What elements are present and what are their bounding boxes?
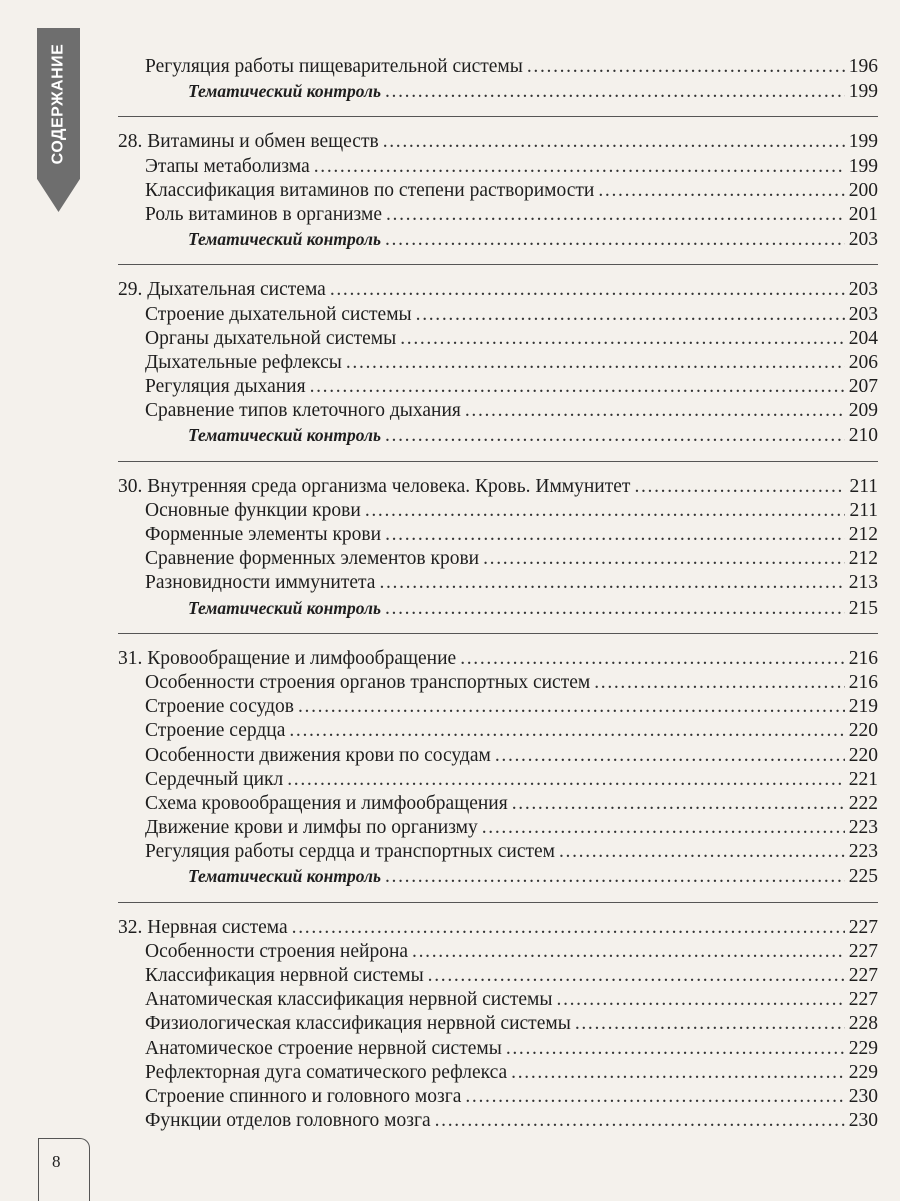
dot-leader: [465, 399, 845, 423]
toc-topic-entry: [118, 719, 878, 743]
page-number: 8: [52, 1152, 61, 1171]
toc-topic-entry: [118, 671, 878, 695]
toc-section: [118, 902, 878, 1147]
toc-entry-title: 30. Внутренняя среда организма человека. Кровь. Иммунитет: [118, 475, 631, 497]
toc-topic-entry: [118, 940, 878, 964]
toc-chapter-entry: [118, 647, 878, 671]
toc-entry-page: 227: [848, 916, 878, 938]
toc-entry-page: 200: [848, 179, 878, 201]
toc-entry-title: Тематический контроль: [188, 425, 381, 446]
toc-entry-title: Движение крови и лимфы по организму: [145, 817, 478, 839]
toc-topic-entry: [118, 1085, 878, 1109]
toc-topic-entry: [118, 988, 878, 1012]
toc-entry-page: 204: [848, 327, 878, 349]
toc-entry-title: Тематический контроль: [188, 597, 381, 618]
dot-leader: [310, 375, 845, 399]
dot-leader: [385, 597, 845, 621]
dot-leader: [346, 351, 845, 375]
toc-topic-entry: [118, 1012, 878, 1036]
toc-entry-title: Разновидности иммунитета: [145, 572, 376, 594]
dot-leader: [506, 1037, 845, 1061]
toc-entry-title: Классификация нервной системы: [145, 965, 424, 986]
toc-entry-page: 223: [848, 841, 878, 863]
dot-leader: [385, 865, 845, 889]
toc-entry-title: Особенности строения органов транспортных систем: [145, 671, 591, 693]
toc-entry-page: 223: [848, 817, 878, 839]
toc-entry-page: 229: [848, 1037, 878, 1059]
toc-entry-title: Сравнение форменных элементов крови: [145, 548, 480, 570]
toc-entry-page: 207: [848, 376, 878, 398]
dot-leader: [575, 1012, 845, 1036]
dot-leader: [314, 155, 845, 179]
toc-entry-page: 227: [848, 989, 878, 1011]
dot-leader: [594, 671, 845, 695]
dot-leader: [460, 647, 845, 671]
toc-topic-entry: [118, 571, 878, 595]
toc-entry-title: Основные функции крови: [145, 499, 361, 521]
dot-leader: [385, 424, 845, 448]
toc-entry-page: 222: [848, 792, 878, 814]
toc-topic-entry: [118, 155, 878, 179]
toc-entry-title: Дыхательные рефлексы: [145, 351, 342, 373]
toc-control-entry: [118, 423, 878, 447]
toc-entry-page: 215: [848, 597, 878, 619]
toc-topic-entry: [118, 964, 878, 988]
toc-entry-page: 230: [848, 1085, 878, 1107]
toc-topic-entry: [118, 55, 878, 79]
toc-entry-title: Форменные элементы крови: [145, 524, 382, 545]
toc-entry-page: 219: [848, 696, 878, 718]
toc-section: [118, 116, 878, 264]
toc-entry-page: 210: [848, 425, 878, 447]
toc-entry-page: 216: [848, 671, 878, 693]
toc-topic-entry: [118, 1037, 878, 1061]
toc-entry-page: 227: [848, 965, 878, 986]
toc-entry-title: Особенности движения крови по сосудам: [145, 744, 491, 766]
toc-section: [118, 264, 878, 460]
toc-entry-page: 230: [848, 1110, 878, 1132]
toc-entry-title: 31. Кровообращение и лимфообращение: [118, 647, 457, 669]
dot-leader: [557, 988, 845, 1012]
toc-entry-title: Физиологическая классификация нервной системы: [145, 1013, 571, 1035]
toc-entry-page: 211: [849, 475, 878, 497]
toc-control-entry: [118, 596, 878, 620]
dot-leader: [385, 228, 845, 252]
toc-section: [118, 461, 878, 633]
toc-entry-page: 213: [848, 572, 878, 594]
toc-topic-entry: [118, 179, 878, 203]
toc-entry-page: 216: [848, 647, 878, 669]
toc-entry-title: Сравнение типов клеточного дыхания: [145, 400, 461, 422]
toc-entry-title: Сердечный цикл: [145, 768, 284, 790]
toc-chapter-entry: [118, 475, 878, 499]
dot-leader: [634, 475, 845, 499]
toc-topic-entry: [118, 768, 878, 792]
toc-topic-entry: [118, 1109, 878, 1133]
toc-entry-page: 203: [848, 279, 878, 301]
toc-entry-page: 201: [848, 203, 878, 225]
dot-leader: [412, 940, 845, 964]
toc-topic-entry: [118, 792, 878, 816]
toc-entry-title: Рефлекторная дуга соматического рефлекса: [145, 1061, 508, 1083]
toc-entry-page: 211: [849, 499, 878, 521]
toc-entry-page: 229: [848, 1061, 878, 1083]
dot-leader: [365, 499, 846, 523]
toc-entry-title: Регуляция дыхания: [145, 376, 306, 398]
toc-entry-title: Тематический контроль: [188, 81, 381, 102]
dot-leader: [383, 130, 845, 154]
toc-entry-page: 209: [848, 400, 878, 422]
toc-section: [118, 55, 878, 116]
toc-entry-title: Строение спинного и головного мозга: [145, 1085, 462, 1107]
toc-entry-page: 212: [848, 524, 878, 545]
toc-entry-title: Этапы метаболизма: [145, 155, 310, 177]
dot-leader: [385, 80, 845, 104]
toc-entry-page: 203: [848, 229, 878, 251]
toc-topic-entry: [118, 303, 878, 327]
toc-entry-page: 199: [848, 131, 878, 153]
toc-entry-title: Анатомическое строение нервной системы: [145, 1037, 502, 1059]
dot-leader: [292, 916, 845, 940]
toc-topic-entry: [118, 695, 878, 719]
toc-entry-page: 199: [848, 81, 878, 103]
toc-entry-page: 225: [848, 866, 878, 888]
toc-entry-title: 32. Нервная система: [118, 916, 288, 938]
toc-entry-title: Строение сердца: [145, 720, 286, 742]
toc-entry-title: 28. Витамины и обмен веществ: [118, 131, 379, 153]
toc-topic-entry: [118, 327, 878, 351]
toc-entry-title: Анатомическая классификация нервной системы: [145, 989, 553, 1011]
toc-entry-title: Тематический контроль: [188, 229, 381, 250]
toc-entry-page: 196: [848, 56, 878, 77]
dot-leader: [379, 571, 844, 595]
toc-chapter-entry: [118, 916, 878, 940]
toc-entry-page: 203: [848, 303, 878, 325]
toc-topic-entry: [118, 816, 878, 840]
section-tab-label-wrap: [37, 28, 80, 180]
dot-leader: [298, 695, 845, 719]
toc-chapter-entry: [118, 278, 878, 302]
toc-entry-page: 206: [848, 351, 878, 373]
toc-topic-entry: [118, 399, 878, 423]
section-tab-label: СОДЕРЖАНИЕ: [49, 43, 67, 165]
toc-topic-entry: [118, 499, 878, 523]
toc-entry-page: 199: [848, 155, 878, 177]
toc-entry-page: 227: [848, 940, 878, 962]
toc-entry-title: Роль витаминов в организме: [145, 203, 382, 225]
toc-chapter-entry: [118, 130, 878, 154]
toc-entry-title: Функции отделов головного мозга: [145, 1110, 431, 1132]
toc-topic-entry: [118, 203, 878, 227]
dot-leader: [465, 1085, 844, 1109]
toc-topic-entry: [118, 840, 878, 864]
toc-topic-entry: [118, 547, 878, 571]
dot-leader: [483, 547, 845, 571]
toc-entry-title: Тематический контроль: [188, 866, 381, 887]
toc-entry-title: Регуляция работы сердца и транспортных систем: [145, 841, 555, 863]
dot-leader: [435, 1109, 845, 1133]
toc-control-entry: [118, 79, 878, 103]
toc-entry-title: Регуляция работы пищеварительной системы: [145, 56, 523, 77]
dot-leader: [287, 768, 845, 792]
dot-leader: [559, 840, 845, 864]
toc-entry-page: 221: [848, 768, 878, 790]
dot-leader: [289, 719, 844, 743]
dot-leader: [598, 179, 844, 203]
toc-entry-page: 212: [848, 548, 878, 570]
dot-leader: [495, 744, 845, 768]
toc-topic-entry: [118, 351, 878, 375]
toc-control-entry: [118, 864, 878, 888]
toc-entry-page: 220: [848, 744, 878, 766]
dot-leader: [512, 792, 845, 816]
toc-entry-title: Классификация витаминов по степени растворимости: [145, 179, 595, 201]
page-number-frame: [38, 1138, 90, 1201]
dot-leader: [400, 327, 845, 351]
toc-entry-title: Особенности строения нейрона: [145, 940, 409, 962]
dot-leader: [511, 1061, 845, 1085]
toc-topic-entry: [118, 523, 878, 547]
toc-entry-title: Схема кровообращения и лимфообращения: [145, 792, 508, 814]
toc-control-entry: [118, 227, 878, 251]
toc-entry-title: Строение сосудов: [145, 696, 294, 718]
dot-leader: [416, 303, 845, 327]
dot-leader: [527, 55, 845, 79]
toc-entry-page: 220: [848, 720, 878, 742]
dot-leader: [482, 816, 845, 840]
toc-section: [118, 633, 878, 902]
dot-leader: [330, 278, 845, 302]
toc-entry-title: 29. Дыхательная система: [118, 279, 326, 301]
toc-topic-entry: [118, 744, 878, 768]
toc-entry-title: Органы дыхательной системы: [145, 327, 397, 349]
table-of-contents: [118, 55, 878, 1146]
toc-topic-entry: [118, 1061, 878, 1085]
toc-entry-page: 228: [848, 1013, 878, 1035]
dot-leader: [385, 523, 845, 547]
dot-leader: [428, 964, 845, 988]
dot-leader: [386, 203, 845, 227]
toc-topic-entry: [118, 375, 878, 399]
toc-entry-title: Строение дыхательной системы: [145, 303, 412, 325]
